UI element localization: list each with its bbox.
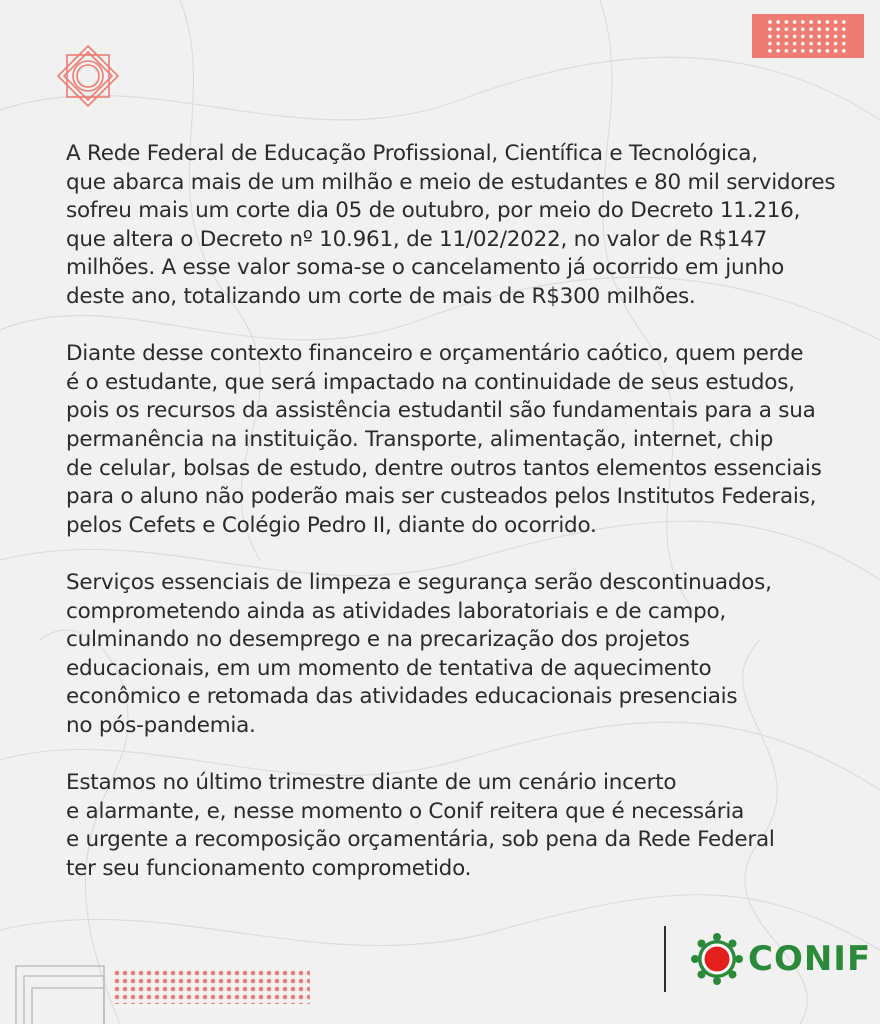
text-line: pois os recursos da assistência estudantil são fundamentais para a sua: [66, 398, 816, 424]
text-line: econômico e retomada das atividades educacionais presenciais: [66, 684, 738, 710]
emblem-outline-icon: [56, 44, 120, 108]
paragraph-4: [66, 769, 836, 883]
bottom-dots-pattern-icon: [114, 970, 314, 1006]
paragraph-2: [66, 340, 836, 540]
text-line: permanência na instituição. Transporte, alimentação, internet, chip: [66, 426, 774, 452]
text-line: no pós-pandemia.: [66, 712, 256, 738]
logo-divider: [664, 926, 666, 992]
text-line: deste ano, totalizando um corte de mais de R$300 milhões.: [66, 283, 696, 309]
text-line: Estamos no último trimestre diante de um cenário incerto: [66, 770, 677, 796]
conif-logo: [690, 932, 871, 986]
text-line: ter seu funcionamento comprometido.: [66, 855, 472, 881]
text-line: educacionais, em um momento de tentativa de aquecimento: [66, 655, 712, 681]
text-line: de celular, bolsas de estudo, dentre outros tantos elementos essenciais: [66, 455, 822, 481]
text-line: comprometendo ainda as atividades laboratoriais e de campo,: [66, 598, 726, 624]
text-line: pelos Cefets e Colégio Pedro II, diante do ocorrido.: [66, 512, 597, 538]
text-line: é o estudante, que será impactado na continuidade de seus estudos,: [66, 369, 795, 395]
text-line: que abarca mais de um milhão e meio de estudantes e 80 mil servidores: [66, 169, 836, 195]
text-line: que altera o Decreto nº 10.961, de 11/02/2022, no valor de R$147: [66, 226, 768, 252]
text-line: Diante desse contexto financeiro e orçamentário caótico, quem perde: [66, 341, 804, 367]
dots-pattern-icon: [752, 14, 864, 58]
text-line: culminando no desemprego e na precarização dos projetos: [66, 627, 690, 653]
text-line: A Rede Federal de Educação Profissional, Científica e Tecnológica,: [66, 141, 758, 166]
paragraph-1: [66, 140, 836, 312]
main-text: [66, 140, 836, 912]
text-line: e alarmante, e, nesse momento o Conif reitera que é necessária: [66, 798, 745, 824]
conif-logo-text: CONIF: [748, 939, 872, 979]
frame-outline-icon: [14, 964, 114, 1024]
text-line: para o aluno não poderão mais ser custeados pelos Institutos Federais,: [66, 484, 817, 510]
text-line: Serviços essenciais de limpeza e segurança serão descontinuados,: [66, 569, 772, 595]
text-line: milhões. A esse valor soma-se o cancelamento já ocorrido em junho: [66, 255, 785, 281]
paragraph-3: [66, 569, 836, 741]
top-dots-badge: [752, 14, 864, 58]
conif-logo-icon: [690, 932, 744, 986]
text-line: sofreu mais um corte dia 05 de outubro, por meio do Decreto 11.216,: [66, 198, 801, 224]
text-line: e urgente a recomposição orçamentária, sob pena da Rede Federal: [66, 827, 775, 853]
